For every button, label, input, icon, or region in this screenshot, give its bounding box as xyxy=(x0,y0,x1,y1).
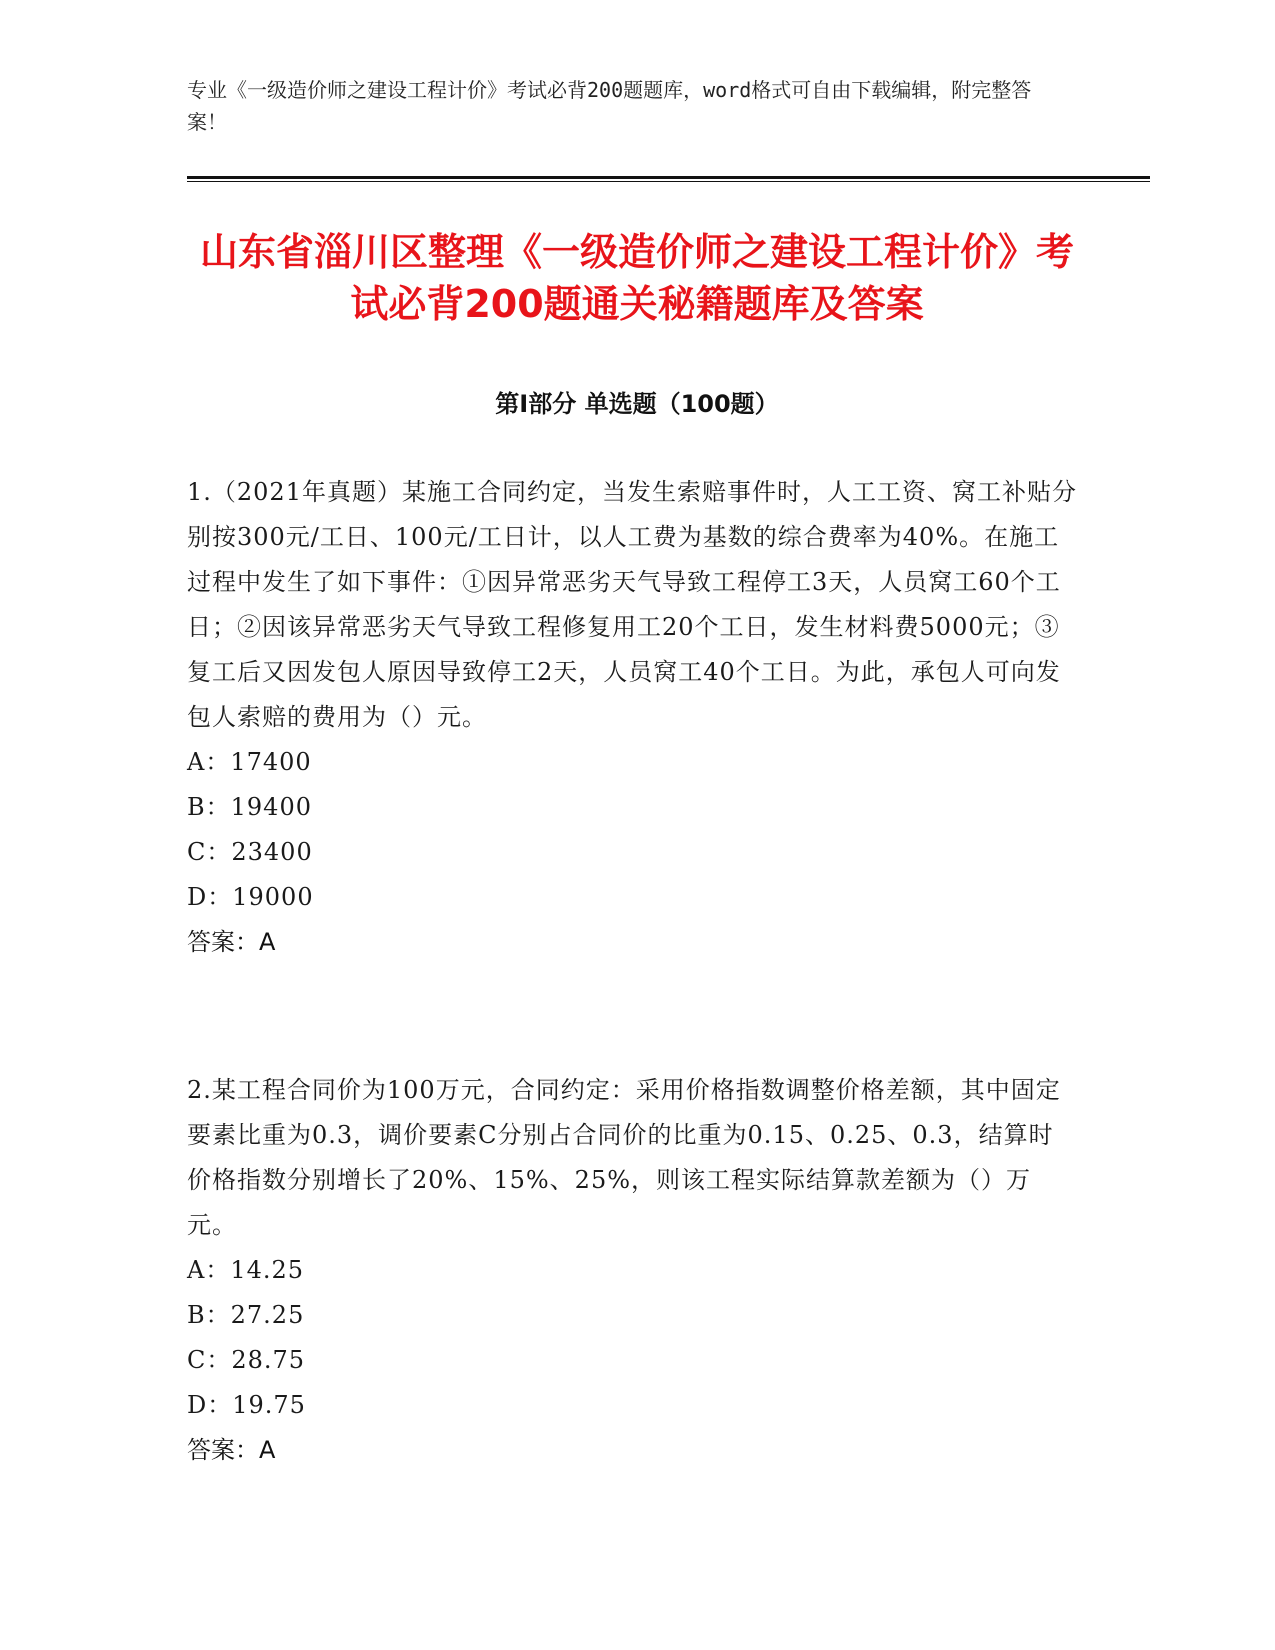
header-divider-thin xyxy=(187,181,1150,182)
question-block xyxy=(187,470,1077,965)
option-a: A：14.25 xyxy=(187,1256,305,1284)
header-note: 专业《一级造价师之建设工程计价》考试必背200题题库，word格式可自由下载编辑，附完整答案！ xyxy=(187,78,1032,134)
question-block xyxy=(187,1068,1077,1473)
header-divider-thick xyxy=(187,176,1150,179)
option-d: D：19.75 xyxy=(187,1391,306,1419)
option-a: A：17400 xyxy=(187,748,312,776)
option-b: B：19400 xyxy=(187,793,312,821)
option-d: D：19000 xyxy=(187,883,314,911)
answer-line: 答案：A xyxy=(187,928,276,956)
document-title: 山东省淄川区整理《一级造价师之建设工程计价》考试必背200题通关秘籍题库及答案 xyxy=(199,230,1074,326)
option-c: C：28.75 xyxy=(187,1346,306,1374)
question-stem: 2.某工程合同价为100万元，合同约定：采用价格指数调整价格差额，其中固定要素比重为0.3，调价要素C分别占合同价的比重为0.15、0.25、0.3，结算时价格指数分别增长了20%、15%、25%，则该工程实际结算款差额为（）万元。 xyxy=(187,1076,1061,1239)
section-title: 第I部分 单选题（100题） xyxy=(495,390,779,418)
option-c: C：23400 xyxy=(187,838,313,866)
answer-line: 答案：A xyxy=(187,1436,276,1464)
option-b: B：27.25 xyxy=(187,1301,305,1329)
question-stem: 1.（2021年真题）某施工合同约定，当发生索赔事件时，人工工资、窝工补贴分别按300元/工日、100元/工日计，以人工费为基数的综合费率为40%。在施工过程中发生了如下事件：①因异常恶劣天气导致工程停工3天，人员窝工60个工日；②因该异常恶劣天气导致工程修复用工20个工日，发生材料费5000元；③复工后又因发包人原因导致停工2天，人员窝工40个工日。为此，承包人可向发包人索赔的费用为（）元。 xyxy=(187,478,1077,731)
